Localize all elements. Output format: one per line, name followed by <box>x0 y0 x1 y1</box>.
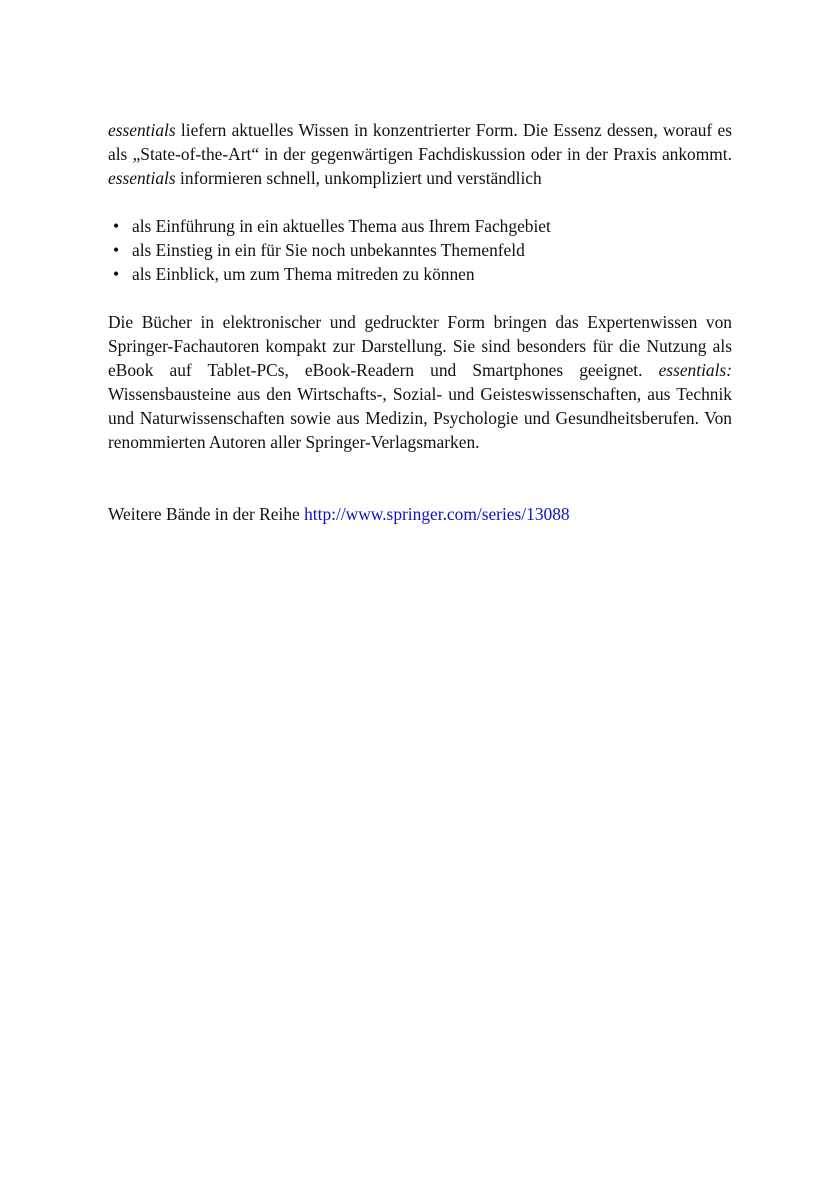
bullet-item-einblick <box>108 262 732 286</box>
body-text-part1: Die Bücher in elektronischer und gedruckter Form bringen das Expertenwissen von Springer-Fachautoren kompakt zur Darstellung. Sie sind besonders für die Nutzung als eBook auf Tablet-PCs, eBook-Readern und Smartphones geeignet. <box>108 312 732 380</box>
page-content <box>108 118 732 526</box>
intro-emphasis-essentials-2: essentials <box>108 168 176 188</box>
bullet-icon: • <box>112 216 120 236</box>
series-line <box>108 502 732 526</box>
bullet-text: als Einstieg in ein für Sie noch unbekanntes Themenfeld <box>132 240 525 260</box>
bullet-icon: • <box>112 264 120 284</box>
bullet-item-einstieg <box>108 238 732 262</box>
bullet-list <box>108 214 732 286</box>
body-text-part2: Wissensbausteine aus den Wirtschafts-, Sozial- und Geisteswissenschaften, aus Technik und Naturwissenschaften sowie aus Medizin, Psychologie und Gesundheitsberufen. Von renommierten Autoren aller Springer-Verlagsmarken. <box>108 384 732 452</box>
series-label: Weitere Bände in der Reihe <box>108 504 305 524</box>
intro-text-part2: informieren schnell, unkompliziert und verständlich <box>175 168 542 188</box>
intro-text-part1: liefern aktuelles Wissen in konzentrierter Form. Die Essenz dessen, worauf es als „State-of-the-Art“ in der gegenwärtigen Fachdiskussion oder in der Praxis ankommt. <box>108 120 732 164</box>
bullet-item-einfuehrung <box>108 214 732 238</box>
intro-paragraph <box>108 118 732 190</box>
bullet-icon: • <box>112 240 120 260</box>
bullet-text: als Einblick, um zum Thema mitreden zu können <box>132 264 475 284</box>
body-paragraph <box>108 310 732 454</box>
intro-emphasis-essentials: essentials <box>108 120 176 140</box>
bullet-text: als Einführung in ein aktuelles Thema aus Ihrem Fachgebiet <box>132 216 551 236</box>
series-link[interactable]: http://www.springer.com/series/13088 <box>304 504 570 524</box>
body-emphasis-essentials: essentials: <box>658 360 732 380</box>
